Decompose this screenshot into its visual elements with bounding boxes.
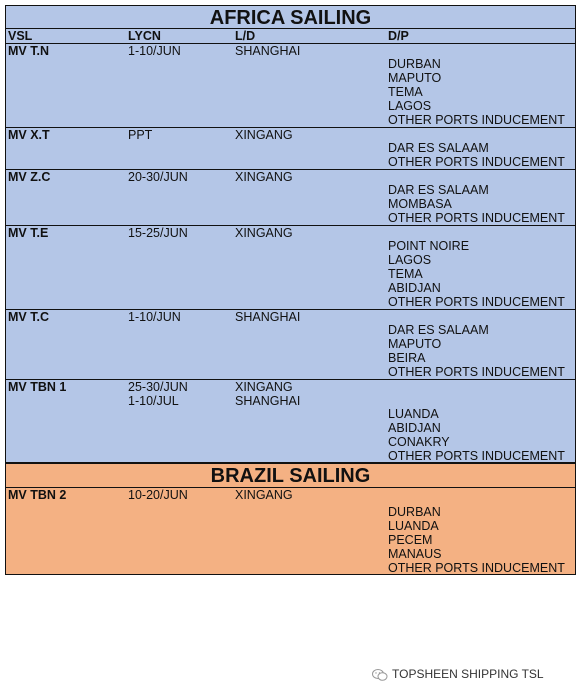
discharge-ports-line: MOMBASA xyxy=(388,197,452,211)
table-row xyxy=(5,379,576,463)
footer-text: TOPSHEEN SHIPPING TSL xyxy=(392,667,544,681)
table-row xyxy=(5,127,576,169)
vessel-name: MV X.T xyxy=(8,128,50,142)
loading-port-line: XINGANG xyxy=(235,380,293,394)
table-row xyxy=(5,43,576,127)
discharge-ports xyxy=(388,141,565,169)
discharge-ports-line: DAR ES SALAAM xyxy=(388,323,489,337)
discharge-ports-line: OTHER PORTS INDUCEMENT xyxy=(388,365,565,379)
loading-port xyxy=(235,310,300,324)
loading-port xyxy=(235,488,293,502)
discharge-ports-line: OTHER PORTS INDUCEMENT xyxy=(388,113,565,127)
discharge-ports-line: CONAKRY xyxy=(388,435,450,449)
laycan xyxy=(128,170,188,184)
discharge-ports-line: PECEM xyxy=(388,533,433,547)
discharge-ports-line: DURBAN xyxy=(388,57,441,71)
discharge-ports-line: DURBAN xyxy=(388,505,441,519)
discharge-ports-line: MAPUTO xyxy=(388,337,442,351)
discharge-ports-line: LUANDA xyxy=(388,407,439,421)
laycan-line: 15-25/JUN xyxy=(128,226,188,240)
column-header-row xyxy=(5,29,576,43)
vessel-name: MV TBN 1 xyxy=(8,380,67,394)
laycan xyxy=(128,310,181,324)
brazil-sailing-title: BRAZIL SAILING xyxy=(5,463,576,487)
vessel-name: MV T.C xyxy=(8,310,49,324)
loading-port-line: XINGANG xyxy=(235,128,293,142)
header-ld: L/D xyxy=(235,29,256,43)
discharge-ports-line: ABIDJAN xyxy=(388,281,441,295)
laycan-line: 25-30/JUN xyxy=(128,380,188,394)
discharge-ports-line: POINT NOIRE xyxy=(388,239,470,253)
loading-port-line: XINGANG xyxy=(235,488,293,502)
discharge-ports-line: OTHER PORTS INDUCEMENT xyxy=(388,561,565,575)
brazil-rows xyxy=(5,487,576,575)
table-row xyxy=(5,309,576,379)
loading-port-line: SHANGHAI xyxy=(235,310,301,324)
loading-port-line: SHANGHAI xyxy=(235,44,301,58)
discharge-ports-line: TEMA xyxy=(388,267,423,281)
loading-port xyxy=(235,380,300,408)
discharge-ports xyxy=(388,505,565,575)
wechat-icon xyxy=(372,669,388,681)
discharge-ports xyxy=(388,407,565,463)
loading-port xyxy=(235,170,293,184)
discharge-ports-line: ABIDJAN xyxy=(388,421,441,435)
laycan-line: 1-10/JUN xyxy=(128,44,181,58)
table-row xyxy=(5,169,576,225)
discharge-ports-line: OTHER PORTS INDUCEMENT xyxy=(388,449,565,463)
discharge-ports xyxy=(388,183,565,225)
loading-port xyxy=(235,226,293,240)
discharge-ports-line: LAGOS xyxy=(388,99,432,113)
footer-watermark xyxy=(372,667,544,681)
vessel-name: MV Z.C xyxy=(8,170,51,184)
laycan-line: 1-10/JUL xyxy=(128,394,179,408)
laycan xyxy=(128,380,188,408)
laycan xyxy=(128,488,188,502)
africa-sailing-title: AFRICA SAILING xyxy=(5,5,576,29)
header-dp: D/P xyxy=(388,29,409,43)
loading-port-line: SHANGHAI xyxy=(235,394,301,408)
table-row xyxy=(5,225,576,309)
discharge-ports-line: MANAUS xyxy=(388,547,442,561)
loading-port xyxy=(235,128,293,142)
laycan xyxy=(128,128,152,142)
discharge-ports-line: DAR ES SALAAM xyxy=(388,183,489,197)
laycan-line: 1-10/JUN xyxy=(128,310,181,324)
discharge-ports xyxy=(388,323,565,379)
discharge-ports-line: OTHER PORTS INDUCEMENT xyxy=(388,155,565,169)
header-vsl: VSL xyxy=(8,29,33,43)
vessel-name: MV T.E xyxy=(8,226,49,240)
table-row xyxy=(5,487,576,575)
discharge-ports-line: OTHER PORTS INDUCEMENT xyxy=(388,211,565,225)
vessel-name: MV T.N xyxy=(8,44,49,58)
vessel-name: MV TBN 2 xyxy=(8,488,67,502)
discharge-ports-line: BEIRA xyxy=(388,351,426,365)
discharge-ports-line: LAGOS xyxy=(388,253,432,267)
discharge-ports-line: LUANDA xyxy=(388,519,439,533)
laycan xyxy=(128,44,181,58)
discharge-ports-line: TEMA xyxy=(388,85,423,99)
sailing-schedule xyxy=(5,5,576,575)
laycan-line: 20-30/JUN xyxy=(128,170,188,184)
loading-port-line: XINGANG xyxy=(235,226,293,240)
laycan-line: 10-20/JUN xyxy=(128,488,188,502)
discharge-ports-line: DAR ES SALAAM xyxy=(388,141,489,155)
loading-port-line: XINGANG xyxy=(235,170,293,184)
discharge-ports xyxy=(388,57,565,127)
discharge-ports-line: MAPUTO xyxy=(388,71,442,85)
header-lycn: LYCN xyxy=(128,29,161,43)
loading-port xyxy=(235,44,300,58)
laycan xyxy=(128,226,188,240)
laycan-line: PPT xyxy=(128,128,153,142)
discharge-ports-line: OTHER PORTS INDUCEMENT xyxy=(388,295,565,309)
africa-rows xyxy=(5,43,576,463)
discharge-ports xyxy=(388,239,565,309)
